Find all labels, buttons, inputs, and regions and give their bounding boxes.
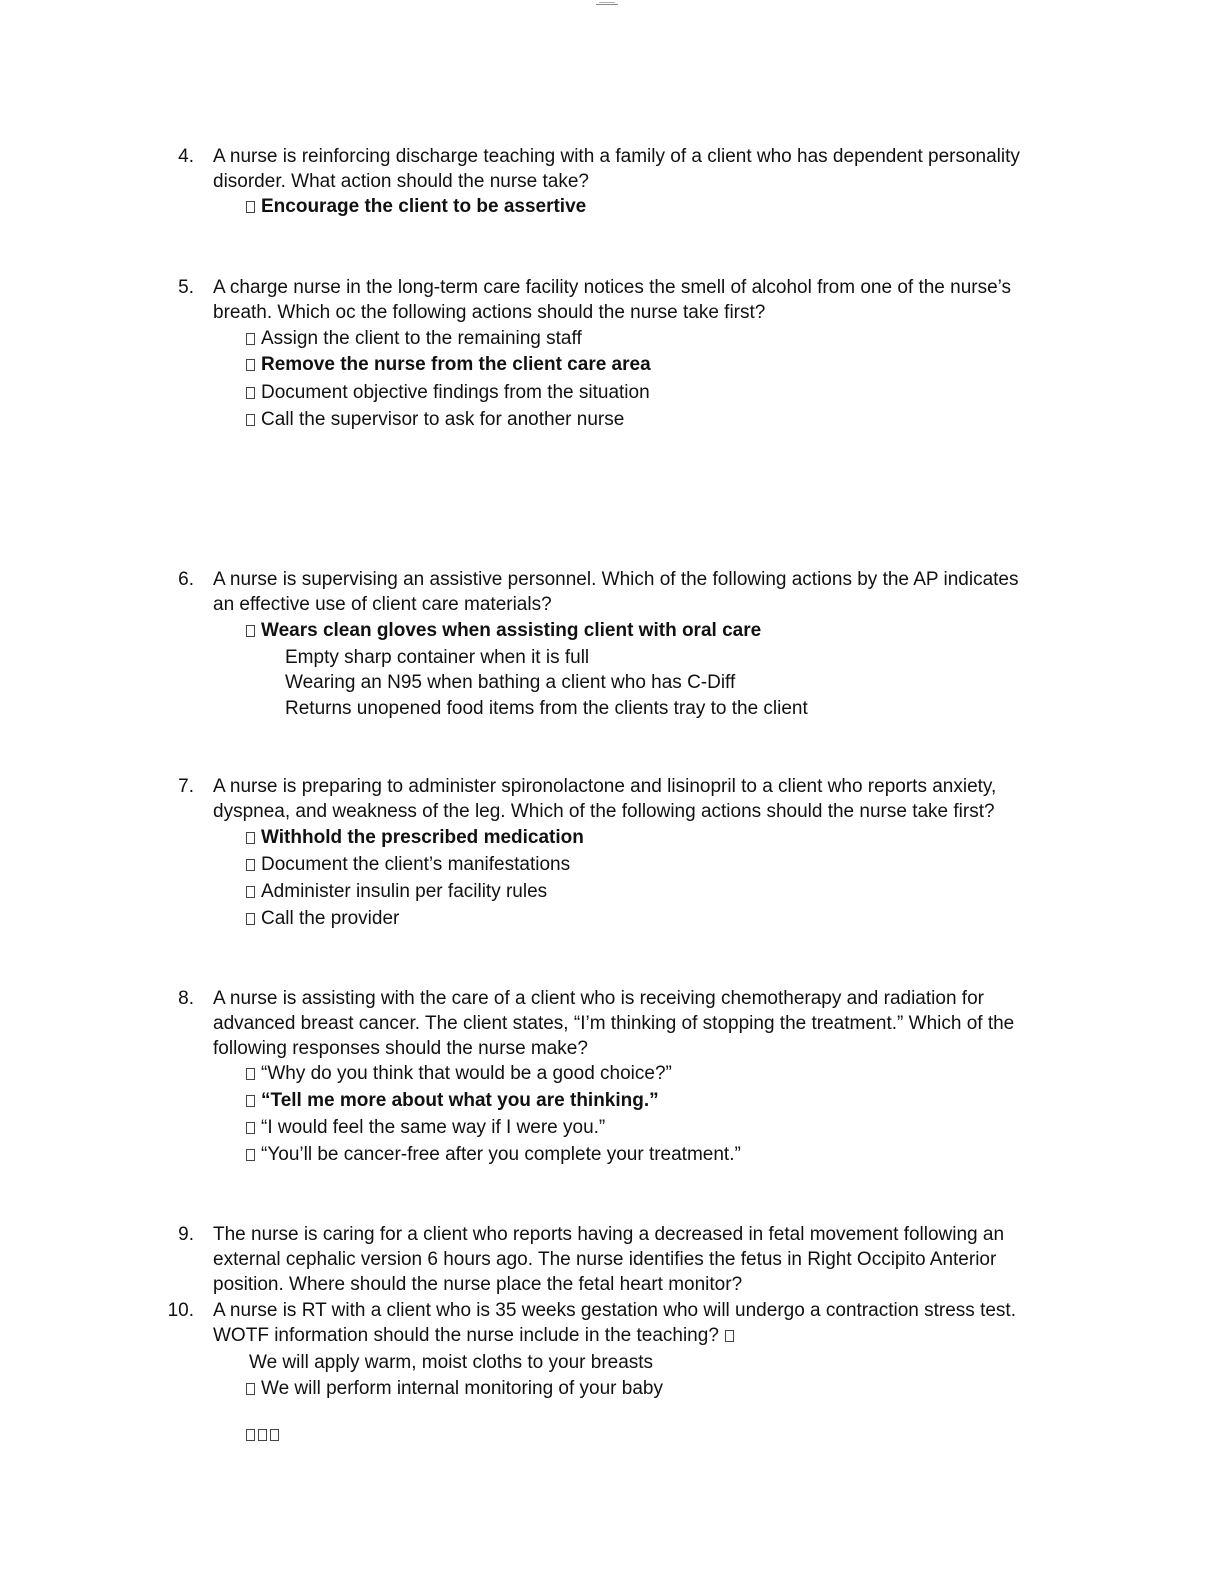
checkbox-glyph-icon [246,832,255,844]
answer-option: We will apply warm, moist cloths to your breasts [249,1352,654,1373]
answer-option: “Why do you think that would be a good choice?” [246,1061,672,1086]
checkbox-glyph-icon [246,859,255,871]
page-header-mark [596,0,618,5]
question-text-line: position. Where should the nurse place the fetal heart monitor? [213,1274,743,1295]
question-text-line: A nurse is reinforcing discharge teaching with a family of a client who has dependent personality [213,146,1020,167]
question-text-line: A nurse is supervising an assistive personnel. Which of the following actions by the AP indicates [213,569,1019,590]
checkbox-glyph-icon [246,886,255,898]
question-text-line: following responses should the nurse make? [213,1038,588,1059]
answer-option: “You’ll be cancer-free after you complete your treatment.” [246,1142,741,1167]
answer-option: Call the provider [246,906,399,931]
question-number: 6. [178,569,194,590]
checkbox-glyph-icon [270,1429,279,1441]
checkbox-glyph-icon [246,1068,255,1080]
answer-option: Call the supervisor to ask for another nurse [246,407,624,432]
checkbox-glyph-icon [246,1429,255,1441]
checkbox-glyph-icon [246,387,255,399]
answer-option-correct: Encourage the client to be assertive [246,194,586,219]
checkbox-glyph-icon [246,1122,255,1134]
trailing-glyph-boxes [246,1422,279,1447]
answer-option: Document the client’s manifestations [246,852,570,877]
question-text-line: dyspnea, and weakness of the leg. Which of the following actions should the nurse take first? [213,801,995,822]
checkbox-glyph-icon [725,1330,734,1342]
question-text-line: WOTF information should the nurse include in the teaching? [213,1323,734,1348]
answer-option: We will perform internal monitoring of your baby [246,1376,663,1401]
question-text-line: advanced breast cancer. The client states, “I’m thinking of stopping the treatment.” Which of the [213,1013,1015,1034]
answer-option: Returns unopened food items from the clients tray to the client [285,698,808,719]
answer-option: Wearing an N95 when bathing a client who has C-Diff [285,672,736,693]
answer-option-correct: Wears clean gloves when assisting client with oral care [246,618,761,643]
checkbox-glyph-icon [246,201,255,213]
checkbox-glyph-icon [246,913,255,925]
answer-option: Empty sharp container when it is full [285,647,590,668]
question-text-line: disorder. What action should the nurse take? [213,171,590,192]
checkbox-glyph-icon [246,1149,255,1161]
answer-option: Assign the client to the remaining staff [246,326,582,351]
checkbox-glyph-icon [246,333,255,345]
question-number: 9. [178,1224,194,1245]
checkbox-glyph-icon [246,414,255,426]
question-number: 4. [178,146,194,167]
answer-option-correct: Remove the nurse from the client care area [246,352,651,377]
question-text-line: A nurse is assisting with the care of a client who is receiving chemotherapy and radiation for [213,988,984,1009]
question-number: 10. [167,1300,194,1321]
checkbox-glyph-icon [246,1095,255,1107]
checkbox-glyph-icon [246,625,255,637]
question-number: 7. [178,776,194,797]
checkbox-glyph-icon [246,1383,255,1395]
answer-option-correct: “Tell me more about what you are thinking.” [246,1088,659,1113]
question-text-line: breath. Which oc the following actions should the nurse take first? [213,302,766,323]
question-number: 8. [178,988,194,1009]
answer-option: “I would feel the same way if I were you.” [246,1115,605,1140]
answer-option: Document objective findings from the situation [246,380,650,405]
question-text-line: A nurse is RT with a client who is 35 weeks gestation who will undergo a contraction stress test. [213,1300,1016,1321]
question-number: 5. [178,277,194,298]
checkbox-glyph-icon [246,359,255,371]
answer-option: Administer insulin per facility rules [246,879,547,904]
question-text-line: A charge nurse in the long-term care facility notices the smell of alcohol from one of the nurse’s [213,277,1012,298]
question-text-line: external cephalic version 6 hours ago. The nurse identifies the fetus in Right Occipito Anterior [213,1249,997,1270]
question-text-line: A nurse is preparing to administer spironolactone and lisinopril to a client who reports anxiety, [213,776,997,797]
question-text-line: The nurse is caring for a client who reports having a decreased in fetal movement following an [213,1224,1005,1245]
answer-option-correct: Withhold the prescribed medication [246,825,584,850]
checkbox-glyph-icon [258,1429,267,1441]
question-text-line: an effective use of client care materials? [213,594,552,615]
